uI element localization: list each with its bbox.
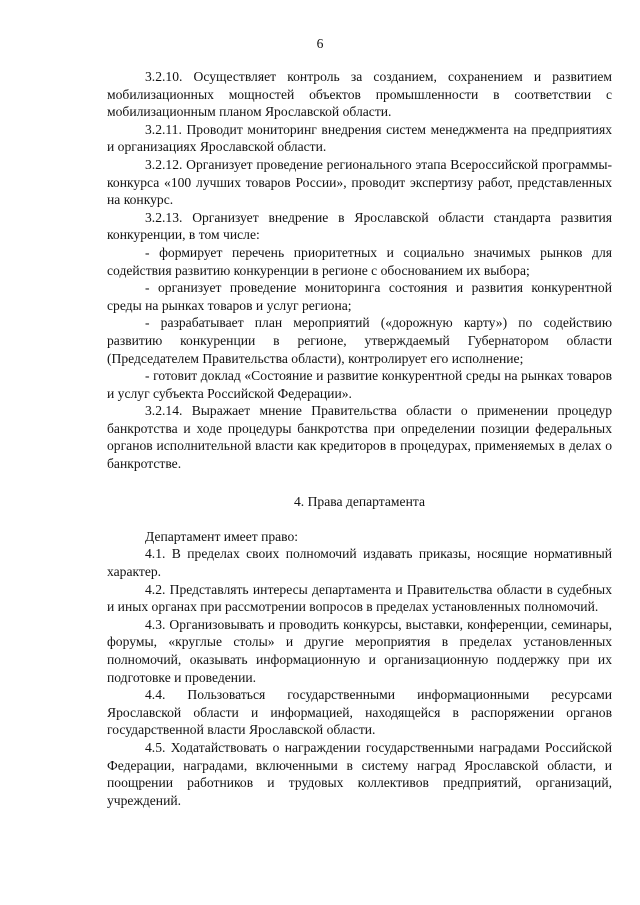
list-item-markets: - формирует перечень приоритетных и социально значимых рынков для содействия развитию конкуренции в регионе с обоснованием их выбора;: [107, 244, 612, 278]
paragraph-4-1: 4.1. В пределах своих полномочий издавать приказы, носящие нормативный характер.: [107, 546, 612, 580]
document-body: [107, 68, 612, 809]
list-item-report: - готовит доклад «Состояние и развитие конкурентной среды на рынках товаров и услуг субъекта Российской Федерации».: [107, 368, 612, 401]
paragraph-3-2-12: 3.2.12. Организует проведение регионального этапа Всероссийской программы-конкурса «100 лучших товаров России», проводит экспертизу работ, представленных на конкурс.: [107, 156, 612, 208]
page-number: 6: [316, 36, 324, 51]
paragraph-4-3: 4.3. Организовывать и проводить конкурсы, выставки, конференции, семинары, форумы, «круглые столы» и другие мероприятия в пределах установленных полномочий, оказывать информационную и организационную поддержку при их подготовке и проведении.: [107, 616, 612, 685]
paragraph-3-2-13: 3.2.13. Организует внедрение в Ярославской области стандарта развития конкуренции, в том числе:: [107, 209, 612, 243]
paragraph-3-2-14: 3.2.14. Выражает мнение Правительства области о применении процедур банкротства и ходе процедуры банкротства при определении позиции федеральных органов исполнительной власти как кредиторов в процедурах, применяемых в делах о банкротстве.: [107, 403, 612, 472]
paragraph-3-2-10: 3.2.10. Осуществляет контроль за созданием, сохранением и развитием мобилизационных мощностей объектов промышленности в соответствии с мобилизационным планом Ярославской области.: [107, 69, 612, 120]
paragraph-4-4: 4.4. Пользоваться государственными информационными ресурсами Ярославской области и информацией, находящейся в распоряжении органов государственной власти Ярославской области.: [107, 687, 612, 738]
paragraph-4-5: 4.5. Ходатайствовать о награждении государственными наградами Российской Федерации, наградами, включенными в систему наград Ярославской области, и поощрении работников и трудовых коллективов предприятий, организаций, учреждений.: [107, 739, 612, 808]
paragraph-3-2-11: 3.2.11. Проводит мониторинг внедрения систем менеджмента на предприятиях и организациях Ярославской области.: [107, 121, 612, 155]
spacer: [107, 510, 612, 528]
list-item-roadmap: - разрабатывает план мероприятий («дорожную карту») по содействию развитию конкуренции в регионе, утверждаемый Губернатором области (Председателем Правительства области), контролирует его исполнение;: [107, 315, 612, 366]
list-item-monitoring: - организует проведение мониторинга состояния и развития конкурентной среды на рынках товаров и услуг региона;: [107, 280, 612, 313]
paragraph-4-2: 4.2. Представлять интересы департамента и Правительства области в судебных и иных органах при рассмотрении вопросов в пределах установленных полномочий.: [107, 581, 612, 615]
section-intro: Департамент имеет право:: [145, 528, 299, 544]
section-heading: 4. Права департамента: [294, 493, 425, 509]
